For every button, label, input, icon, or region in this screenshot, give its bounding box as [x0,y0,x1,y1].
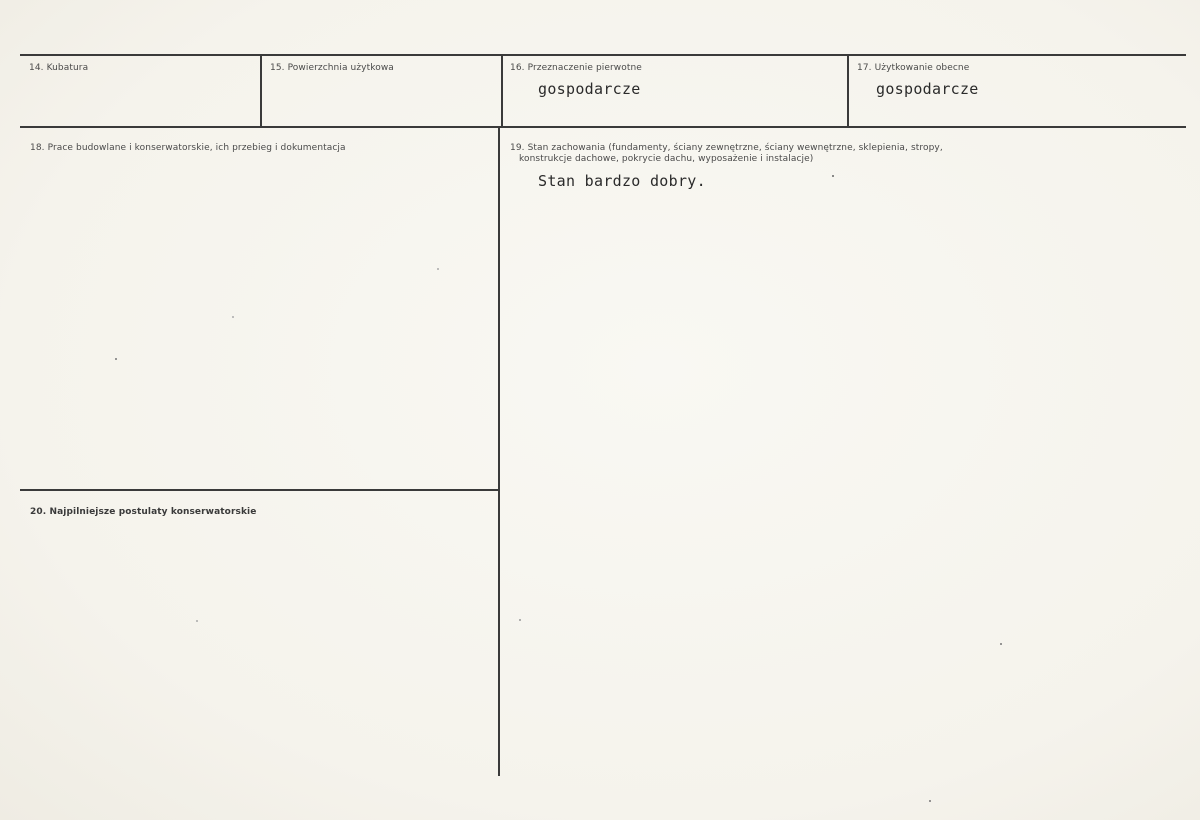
field-17-label: 17. Użytkowanie obecne [857,63,970,73]
paper-speck [115,358,117,360]
col-divider-15-16 [501,54,503,127]
col-divider-14-15 [260,54,262,127]
field-19-label-line2: konstrukcje dachowe, pokrycie dachu, wyposażenie i instalacje) [519,154,814,164]
field-16-value: gospodarcze [538,80,641,98]
field-19-label-line1: 19. Stan zachowania (fundamenty, ściany zewnętrzne, ściany wewnętrzne, sklepienia, stropy, [510,143,943,153]
paper-speck [1000,643,1002,645]
field-14-label: 14. Kubatura [29,63,89,73]
top-rule [20,54,1186,56]
paper-speck [832,175,834,177]
field-15-label: 15. Powierzchnia użytkowa [270,63,394,73]
paper-speck [196,620,198,622]
paper-speck [519,619,521,621]
field-17-value: gospodarcze [876,80,979,98]
paper-speck [929,800,931,802]
paper-speck [437,268,439,270]
main-col-divider [498,126,500,776]
field-16-label: 16. Przeznaczenie pierwotne [510,63,642,73]
section-20-divider [20,489,500,491]
field-20-label: 20. Najpilniejsze postulaty konserwatorskie [30,507,257,517]
field-19-value: Stan bardzo dobry. [538,172,706,190]
row-divider-1 [20,126,1186,128]
paper-speck [232,316,234,318]
field-18-label: 18. Prace budowlane i konserwatorskie, ich przebieg i dokumentacja [30,143,346,153]
col-divider-16-17 [847,54,849,127]
